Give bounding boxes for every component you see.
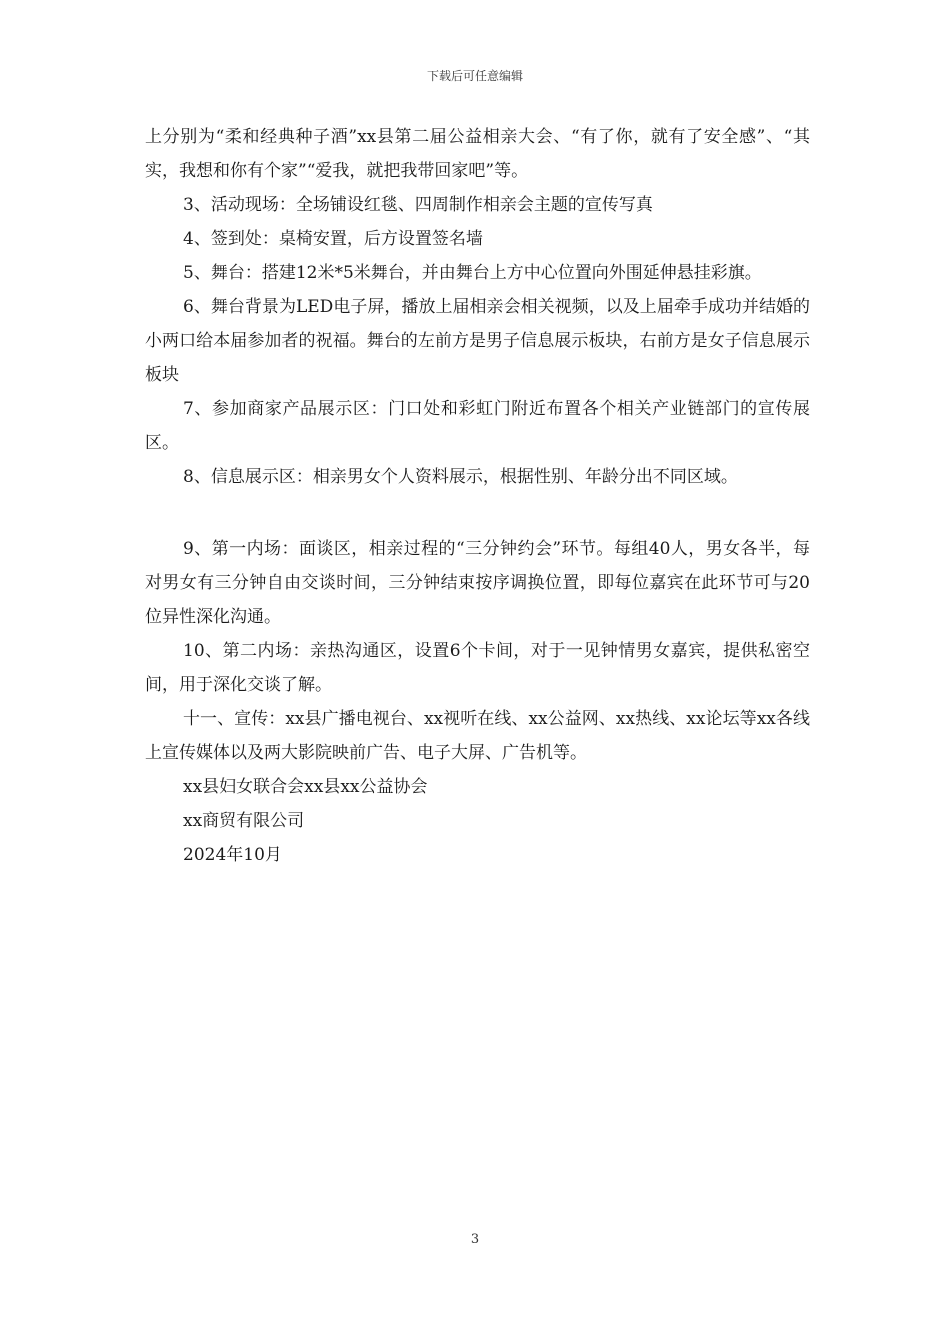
signature-date: 2024年10月 [183, 845, 282, 865]
document-body [145, 120, 810, 872]
paragraph-item-9: 9、第一内场：面谈区，相亲过程的“三分钟约会”环节。每组40人，男女各半，每对男女有三分钟自由交谈时间，三分钟结束按序调换位置，即每位嘉宾在此环节可与20位异性深化沟通。 [145, 539, 810, 627]
paragraph-banner-slogans: 上分别为“柔和经典种子酒”xx县第二届公益相亲大会、“有了你，就有了安全感”、“其实，我想和你有个家”“爱我，就把我带回家吧”等。 [145, 127, 810, 181]
paragraph-item-7: 7、参加商家产品展示区：门口处和彩虹门附近布置各个相关产业链部门的宣传展区。 [145, 399, 810, 453]
page-header: 下载后可任意编辑 [426, 69, 523, 83]
signature-organizers: xx县妇女联合会xx县xx公益协会 [183, 777, 428, 797]
page-number: 3 [470, 1232, 480, 1247]
paragraph-item-11: 十一、宣传：xx县广播电视台、xx视听在线、xx公益网、xx热线、xx论坛等xx各线上宣传媒体以及两大影院映前广告、电子大屏、广告机等。 [145, 709, 810, 763]
paragraph-item-4: 4、签到处：桌椅安置，后方设置签名墙 [183, 229, 483, 249]
signature-company: xx商贸有限公司 [183, 811, 305, 831]
paragraph-item-5: 5、舞台：搭建12米*5米舞台，并由舞台上方中心位置向外围延伸悬挂彩旗。 [183, 263, 762, 283]
paragraph-item-6: 6、舞台背景为LED电子屏，播放上届相亲会相关视频，以及上届牵手成功并结婚的小两口给本届参加者的祝福。舞台的左前方是男子信息展示板块，右前方是女子信息展示板块 [145, 297, 810, 385]
paragraph-item-3: 3、活动现场：全场铺设红毯、四周制作相亲会主题的宣传写真 [183, 195, 653, 215]
paragraph-item-10: 10、第二内场：亲热沟通区，设置6个卡间，对于一见钟情男女嘉宾，提供私密空间，用于深化交谈了解。 [145, 641, 810, 695]
paragraph-item-8: 8、信息展示区：相亲男女个人资料展示，根据性别、年龄分出不同区域。 [183, 467, 738, 487]
paragraph-spacer [145, 494, 810, 532]
